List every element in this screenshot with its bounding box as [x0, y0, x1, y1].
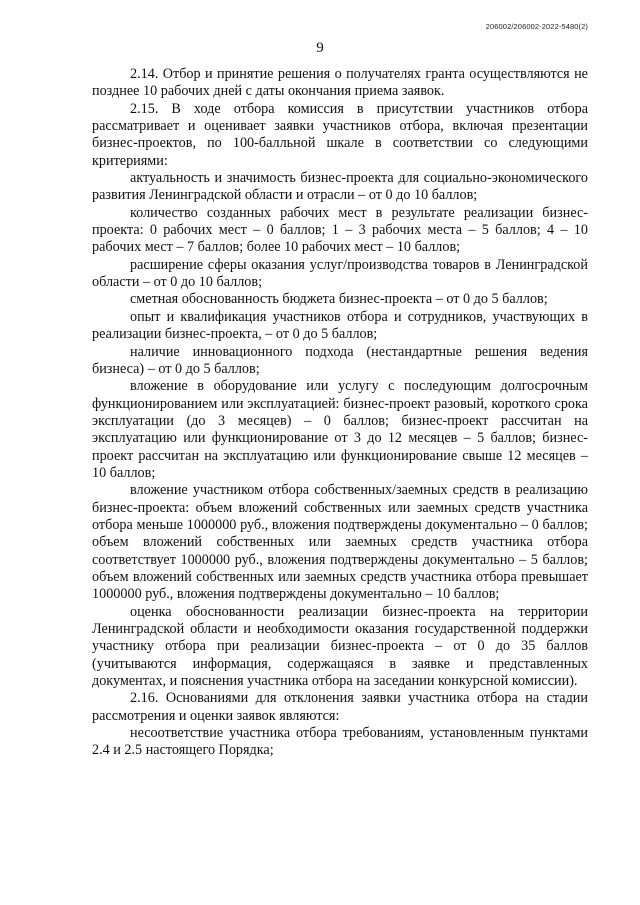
rejection-ground-1: несоответствие участника отбора требованиям, установленным пунктами 2.4 и 2.5 настоящего Порядка;	[92, 725, 588, 759]
criterion-jobs: количество созданных рабочих мест в результате реализации бизнес-проекта: 0 рабочих мест – 0 баллов; 1 – 3 рабочих места – 5 баллов; 4 – 10 рабочих мест – 7 баллов; более 10 рабочих мест – 10 баллов;	[92, 204, 588, 256]
page-number: 9	[316, 40, 324, 56]
criterion-budget: сметная обоснованность бюджета бизнес-проекта – от 0 до 5 баллов;	[130, 291, 548, 308]
criterion-justification: оценка обоснованности реализации бизнес-проекта на территории Ленинградской области и необходимости оказания государственной поддержки участнику отбора при реализации бизнес-проекта – от 0 до 35 баллов (учитываются информация, содержащаяся в заявке и представленных документах, и пояснения участника отбора на заседании конкурсной комиссии).	[92, 603, 588, 690]
criterion-equipment: вложение в оборудование или услугу с последующим долгосрочным функционированием или эксплуатацией: бизнес-проект разовый, короткого срока эксплуатации (до 3 месяцев) – 0 баллов; бизнес-проект рассчитан на эксплуатацию или функционирование от 3 до 12 месяцев – 5 баллов; бизнес-проект рассчитан на эксплуатацию или функционирование свыше 12 месяцев – 10 баллов;	[92, 378, 588, 481]
paragraph-2-14: 2.14. Отбор и принятие решения о получателях гранта осуществляются не позднее 10 рабочих дней с даты окончания приема заявок.	[92, 66, 588, 100]
criterion-relevance: актуальность и значимость бизнес-проекта для социально-экономического развития Ленинградской области и отрасли – от 0 до 10 баллов;	[92, 170, 588, 204]
criterion-innovation: наличие инновационного подхода (нестандартные решения ведения бизнеса) – от 0 до 5 баллов;	[92, 343, 588, 377]
document-body	[92, 66, 588, 760]
paragraph-2-16: 2.16. Основаниями для отклонения заявки участника отбора на стадии рассмотрения и оценки заявок являются:	[92, 690, 588, 724]
paragraph-2-15: 2.15. В ходе отбора комиссия в присутствии участников отбора рассматривает и оценивает заявки участников отбора, включая презентации бизнес-проектов, по 100-балльной шкале в соответствии со следующими критериями:	[92, 100, 588, 169]
criterion-own-funds: вложение участником отбора собственных/заемных средств в реализацию бизнес-проекта: объем вложений собственных или заемных средств участника отбора меньше 1000000 руб., вложения подтверждены документально – 0 баллов; объем вложений собственных или заемных средств участника отбора соответствует 1000000 руб., вложения подтверждены документально – 5 баллов; объем вложений собственных или заемных средств участника отбора превышает 1000000 руб., вложения подтверждены документально – 10 баллов;	[92, 482, 588, 603]
criterion-expansion: расширение сферы оказания услуг/производства товаров в Ленинградской области – от 0 до 10 баллов;	[92, 256, 588, 291]
document-id: 206002/206002-2022-5480(2)	[485, 22, 588, 31]
criterion-experience: опыт и квалификация участников отбора и сотрудников, участвующих в реализации бизнес-проекта, – от 0 до 5 баллов;	[92, 308, 588, 343]
